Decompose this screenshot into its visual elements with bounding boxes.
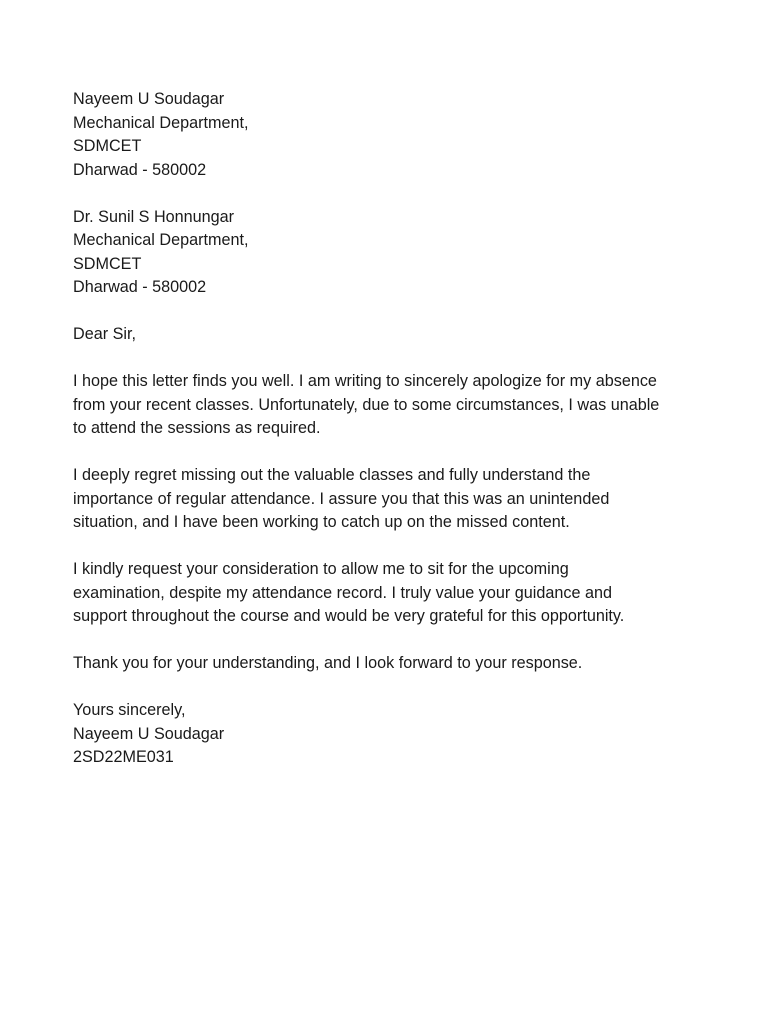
paragraph-line: Thank you for your understanding, and I look forward to your response.: [73, 654, 583, 672]
recipient-institution: SDMCET: [73, 254, 142, 273]
signatory-usn: 2SD22ME031: [73, 748, 174, 766]
paragraph-line: from your recent classes. Unfortunately, due to some circumstances, I was unable: [73, 395, 660, 414]
paragraph-request: [73, 558, 713, 629]
valediction: Yours sincerely,: [73, 701, 186, 719]
recipient-name: Dr. Sunil S Honnungar: [73, 207, 235, 226]
salutation: [73, 323, 713, 347]
paragraph-line: I deeply regret missing out the valuable classes and fully understand the: [73, 466, 591, 484]
paragraph-line: I kindly request your consideration to allow me to sit for the upcoming: [73, 560, 569, 578]
paragraph-line: importance of regular attendance. I assure you that this was an unintended: [73, 489, 610, 508]
paragraph-line: support throughout the course and would be very grateful for this opportunity.: [73, 607, 625, 625]
closing: [73, 699, 713, 770]
recipient-department: Mechanical Department,: [73, 231, 249, 249]
sender-name: Nayeem U Soudagar: [73, 90, 225, 108]
paragraph-regret: [73, 464, 713, 535]
salutation-text: Dear Sir,: [73, 325, 136, 343]
letter-body: [73, 88, 713, 793]
recipient-address: [73, 206, 713, 300]
paragraph-line: to attend the sessions as required.: [73, 419, 321, 437]
paragraph-line: I hope this letter finds you well. I am writing to sincerely apologize for my absence: [73, 372, 657, 390]
sender-city: Dharwad - 580002: [73, 160, 207, 179]
sender-institution: SDMCET: [73, 137, 142, 155]
sender-address: [73, 88, 713, 182]
paragraph-line: examination, despite my attendance record. I truly value your guidance and: [73, 583, 613, 602]
signatory-name: Nayeem U Soudagar: [73, 724, 225, 743]
recipient-city: Dharwad - 580002: [73, 278, 207, 296]
paragraph-apology: [73, 370, 713, 441]
sender-department: Mechanical Department,: [73, 113, 249, 132]
paragraph-thanks: [73, 652, 713, 676]
paragraph-line: situation, and I have been working to catch up on the missed content.: [73, 513, 570, 531]
